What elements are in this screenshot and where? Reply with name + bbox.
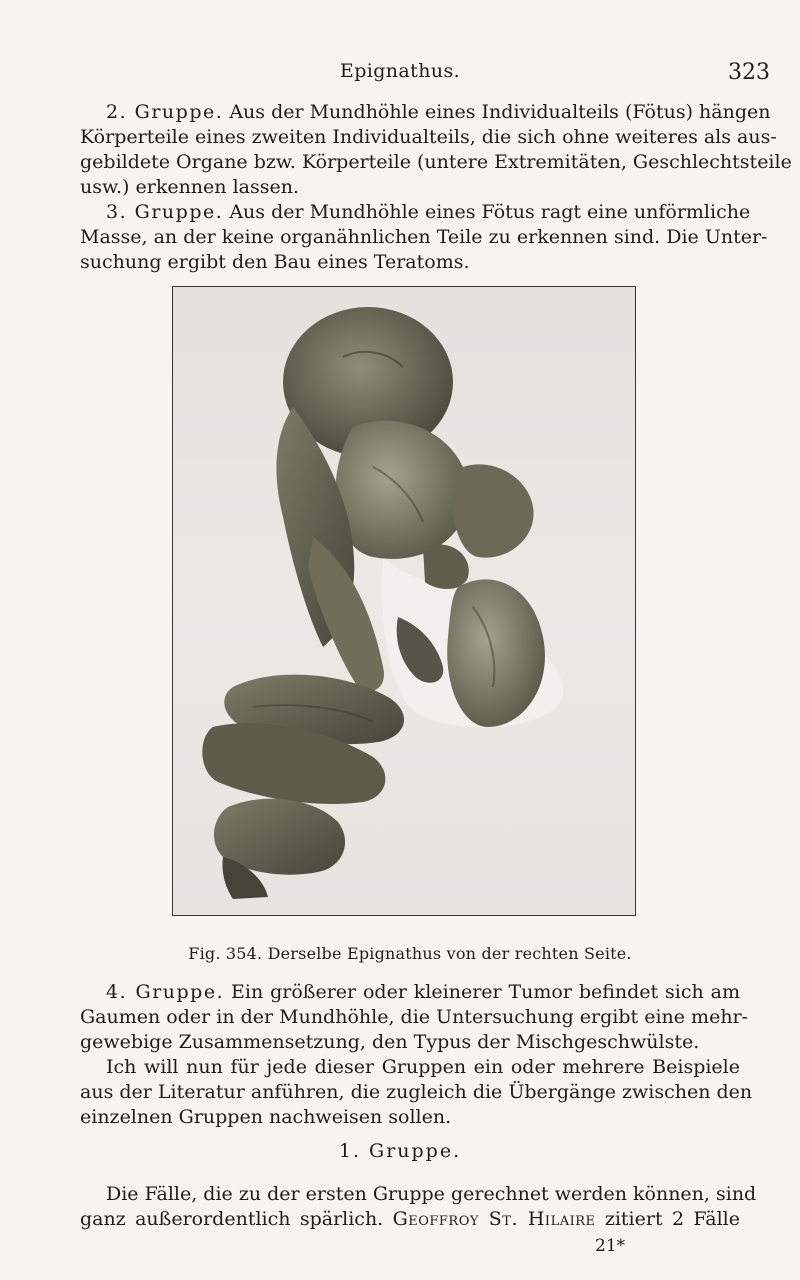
paragraph-line	[80, 1207, 740, 1232]
line-text: zitiert 2 Fälle	[595, 1208, 740, 1230]
paragraph-final	[80, 1182, 757, 1232]
paragraph-group-2	[80, 100, 792, 200]
paragraph-line	[80, 200, 751, 225]
paragraph-line: Gaumen oder in der Mundhöhle, die Untersuchung ergibt eine mehr-	[80, 1006, 749, 1028]
group-label: 4. Gruppe.	[106, 981, 225, 1003]
paragraph-line: Die Fälle, die zu der ersten Gruppe gerechnet werden können, sind	[106, 1183, 757, 1205]
paragraph-line: Masse, an der keine organähnlichen Teile zu erkennen sind. Die Unter-	[80, 226, 768, 248]
paragraph-line	[80, 980, 740, 1005]
figure-photograph	[172, 286, 636, 916]
paragraph-line: suchung ergibt den Bau eines Teratoms.	[80, 251, 470, 273]
line-text: Aus der Mundhöhle eines Fötus ragt eine unförmliche	[223, 201, 751, 223]
running-head	[0, 60, 800, 88]
paragraph-line: Körperteile eines zweiten Individualteils, die sich ohne weiteres als aus-	[80, 126, 777, 148]
page-number: 323	[728, 60, 770, 85]
running-title: Epignathus.	[339, 60, 461, 82]
group-label: 2. Gruppe.	[106, 101, 224, 123]
line-text: Ein größerer oder kleinerer Tumor befindet sich am	[224, 981, 740, 1003]
section-heading: 1. Gruppe.	[338, 1140, 462, 1162]
paragraph-line	[80, 100, 771, 125]
paragraph-line: usw.) erkennen lassen.	[80, 176, 299, 198]
paragraph-examples	[80, 1055, 753, 1130]
paragraph-line: einzelnen Gruppen nachweisen sollen.	[80, 1106, 452, 1128]
author-name: Geoffroy St. Hilaire	[392, 1208, 596, 1230]
paragraph-group-3	[80, 200, 768, 275]
signature-mark: 21*	[595, 1236, 626, 1256]
specimen-illustration	[173, 287, 635, 915]
group-label: 3. Gruppe.	[106, 201, 224, 223]
paragraph-group-4	[80, 980, 749, 1055]
paragraph-line: gewebige Zusammensetzung, den Typus der Mischgeschwülste.	[80, 1031, 700, 1053]
figure-caption: Fig. 354. Derselbe Epignathus von der rechten Seite.	[188, 944, 632, 963]
paragraph-line: aus der Literatur anführen, die zugleich die Übergänge zwischen den	[80, 1081, 753, 1103]
paragraph-line: Ich will nun für jede dieser Gruppen ein oder mehrere Beispiele	[106, 1056, 740, 1078]
line-text: Aus der Mundhöhle eines Individualteils (Fötus) hängen	[223, 101, 771, 123]
paragraph-line: gebildete Organe bzw. Körperteile (untere Extremitäten, Geschlechtsteile	[80, 151, 792, 173]
line-text: ganz außerordentlich spärlich.	[80, 1208, 393, 1230]
